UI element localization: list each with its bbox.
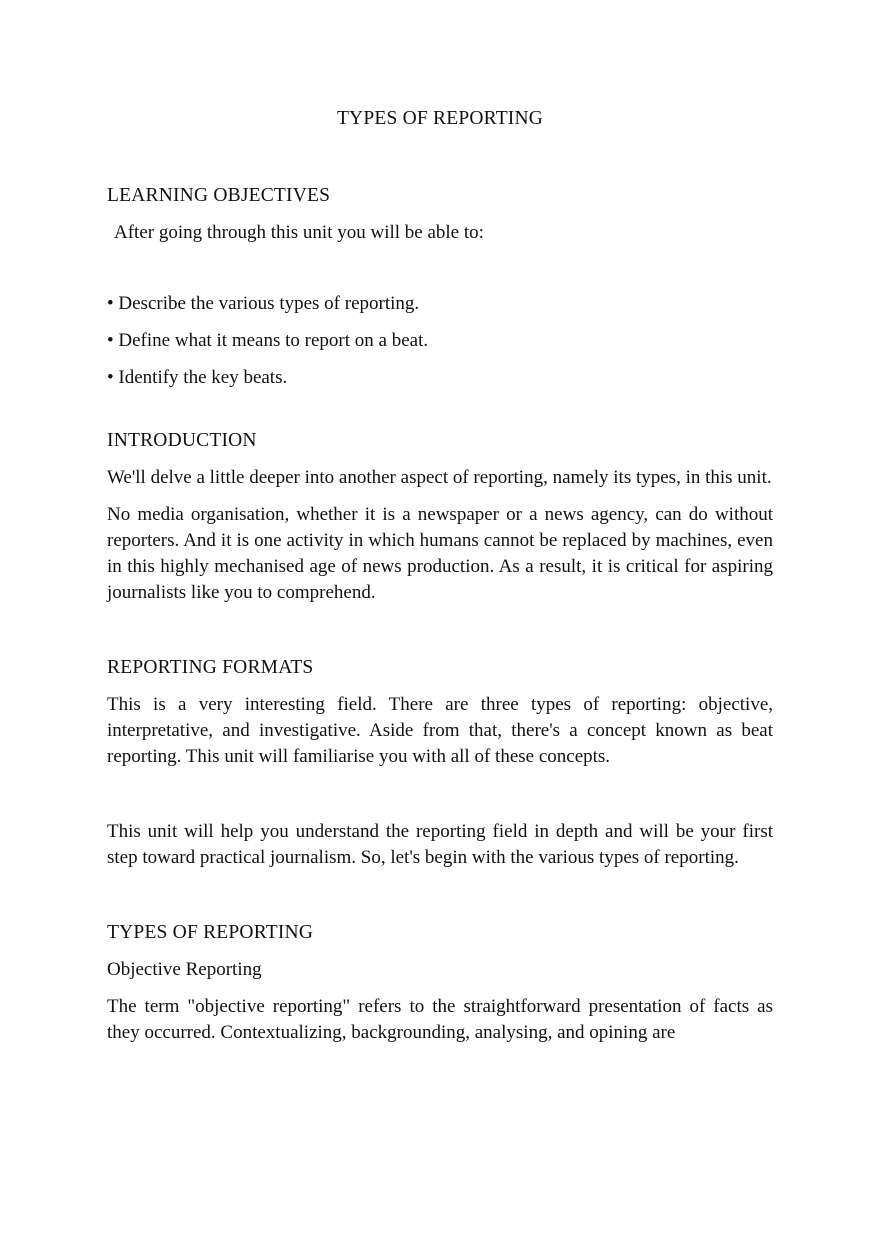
objective-reporting-subheading: Objective Reporting: [107, 959, 262, 980]
reporting-formats-paragraph: This unit will help you understand the reporting field in depth and will be your first step toward practical journalism. So, let's begin with the various types of reporting.: [107, 821, 773, 868]
spacer: [107, 246, 773, 291]
objective-item: • Describe the various types of reporting.: [107, 293, 420, 314]
reporting-formats-heading: REPORTING FORMATS: [107, 657, 314, 678]
objective-reporting-paragraph: The term "objective reporting" refers to the straightforward presentation of facts as they occurred. Contextualizing, backgrounding, analysing, and opining are: [107, 996, 773, 1043]
spacer: [107, 770, 773, 819]
spacer: [107, 871, 773, 920]
objectives-list: [107, 291, 773, 391]
document-body: [107, 183, 773, 1046]
introduction-paragraph: We'll delve a little deeper into another aspect of reporting, namely its types, in this unit.: [107, 467, 772, 488]
spacer: [107, 491, 773, 502]
spacer: [107, 681, 773, 692]
spacer: [107, 454, 773, 465]
objective-item: • Define what it means to report on a beat.: [107, 330, 429, 351]
spacer: [107, 946, 773, 957]
objective-item: • Identify the key beats.: [107, 367, 288, 388]
document-title: TYPES OF REPORTING: [336, 108, 544, 129]
reporting-formats-paragraph: This is a very interesting field. There are three types of reporting: objective, interpretative, and investigative. Aside from that, there's a concept known as beat reporting. This unit will familiarise you with all of these concepts.: [107, 694, 773, 767]
types-of-reporting-heading: TYPES OF REPORTING: [107, 922, 314, 943]
spacer: [107, 402, 773, 428]
introduction-paragraph: No media organisation, whether it is a newspaper or a news agency, can do without reporters. And it is one activity in which humans cannot be replaced by machines, even in this highly mechanised age of news production. As a result, it is critical for aspiring journalists like you to comprehend.: [107, 504, 773, 603]
learning-objectives-intro: After going through this unit you will be able to:: [114, 222, 484, 243]
learning-objectives-heading: LEARNING OBJECTIVES: [107, 185, 331, 206]
introduction-heading: INTRODUCTION: [107, 430, 257, 451]
spacer: [107, 606, 773, 655]
spacer: [107, 983, 773, 994]
